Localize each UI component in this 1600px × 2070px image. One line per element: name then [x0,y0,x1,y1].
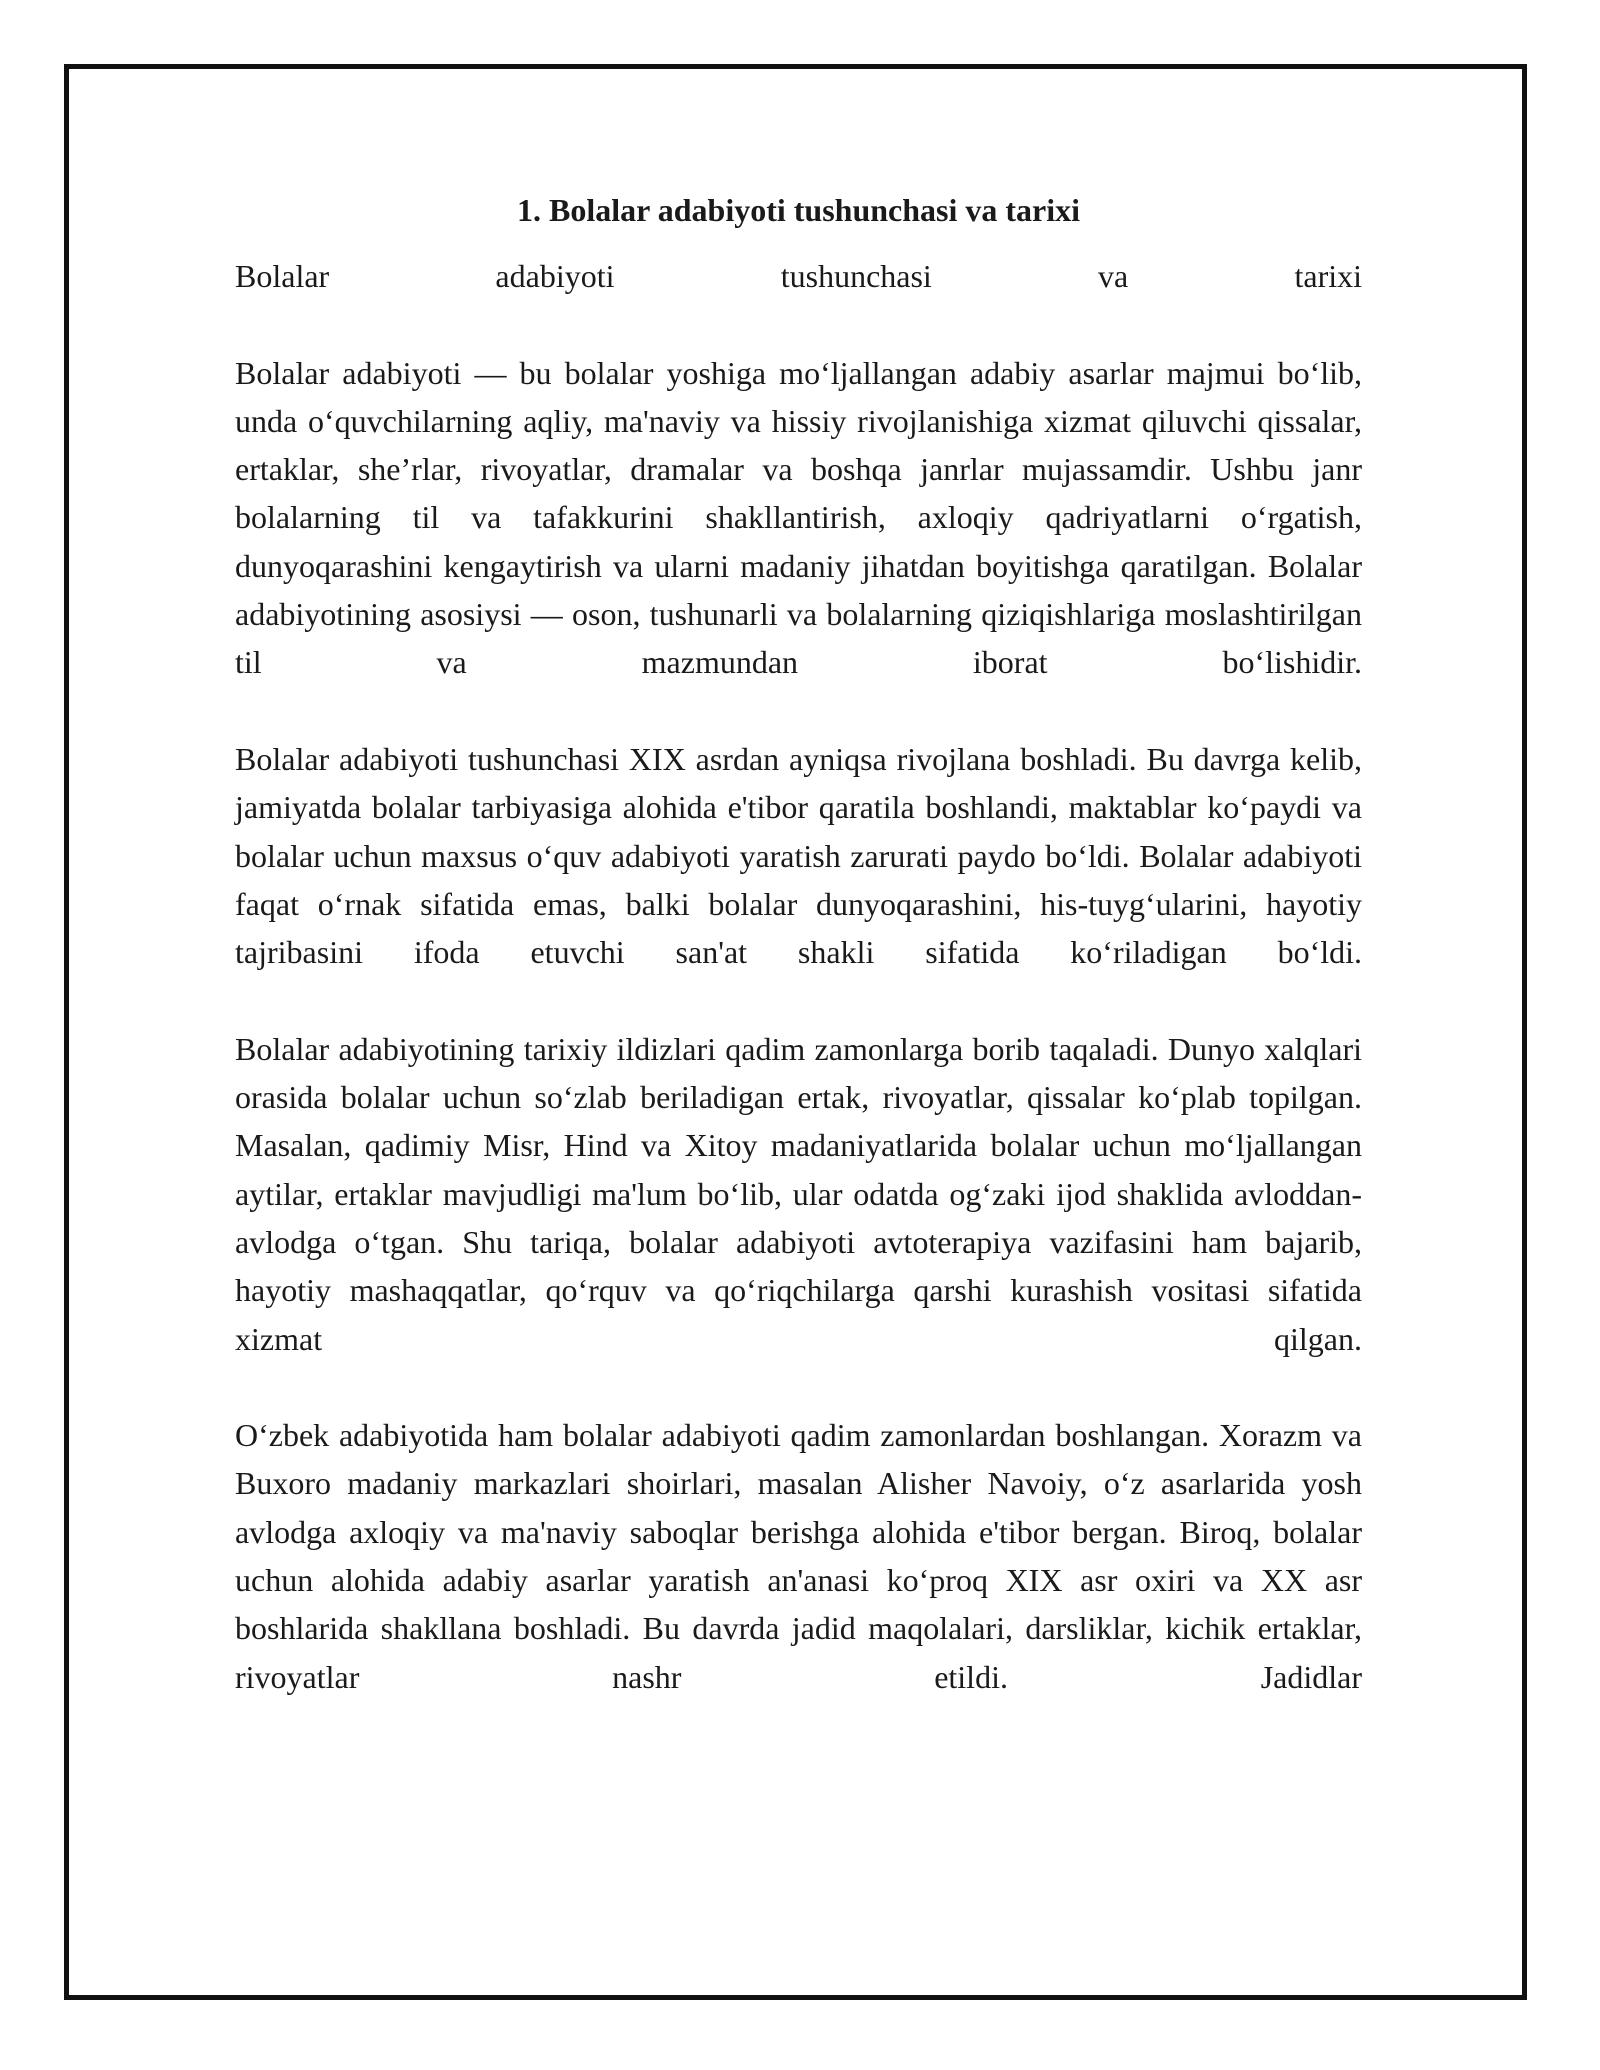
document-title: 1. Bolalar adabiyoti tushunchasi va tarixi [516,192,1081,228]
paragraph-definition: Bolalar adabiyoti — bu bolalar yoshiga mo‘ljallangan adabiy asarlar majmui bo‘lib, unda o‘quvchilarning aqliy, ma'naviy va hissiy rivojlanishiga xizmat qiluvchi qissalar, ertaklar, she’rlar, rivoyatlar, dramalar va boshqa janrlar mujassamdir. Ushbu janr bolalarning til va tafakkurini shakllantirish, axloqiy qadriyatlarni o‘rgatish, dunyoqarashini kengaytirish va ularni madaniy jihatdan boyitishga qaratilgan. Bolalar adabiyotining asosiysi — oson, tushunarli va bolalarning qiziqishlariga moslashtirilgan til va mazmundan iborat bo‘lishidir. [235,354,1362,681]
document-body [235,190,1362,1701]
paragraph-historical-roots: Bolalar adabiyotining tarixiy ildizlari qadim zamonlarga borib taqaladi. Dunyo xalqlari orasida bolalar uchun so‘zlab beriladigan ertak, rivoyatlar, qissalar ko‘plab topilgan. Masalan, qadimiy Misr, Hind va Xitoy madaniyatlarida bolalar uchun mo‘ljallangan aytilar, ertaklar mavjudligi ma'lum bo‘lib, ular odatda og‘zaki ijod shaklida avloddan-avlodga o‘tgan. Shu tariqa, bolalar adabiyoti avtoterapiya vazifasini ham bajarib, hayotiy mashaqqatlar, qo‘rquv va qo‘riqchilarga qarshi kurashish vositasi sifatida xizmat qilgan. [235,1030,1362,1357]
paragraph-nineteenth-century: Bolalar adabiyoti tushunchasi XIX asrdan ayniqsa rivojlana boshladi. Bu davrga kelib, jamiyatda bolalar tarbiyasiga alohida e'tibor qaratila boshlandi, maktablar ko‘paydi va bolalar uchun maxsus o‘quv adabiyoti yaratish zarurati paydo bo‘ldi. Bolalar adabiyoti faqat o‘rnak sifatida emas, balki bolalar dunyoqarashini, his-tuyg‘ularini, hayotiy tajribasini ifoda etuvchi san'at shakli sifatida ko‘riladigan bo‘ldi. [235,740,1362,971]
subtitle-paragraph: Bolalar adabiyoti tushunchasi va tarixi [235,258,1362,294]
paragraph-uzbek-literature: O‘zbek adabiyotida ham bolalar adabiyoti qadim zamonlardan boshlangan. Xorazm va Buxoro madaniy markazlari shoirlari, masalan Alisher Navoiy, o‘z asarlarida yosh avlodga axloqiy va ma'naviy saboqlar berishga alohida e'tibor bergan. Biroq, bolalar uchun alohida adabiy asarlar yaratish an'anasi ko‘proq XIX asr oxiri va XX asr boshlarida shakllana boshladi. Bu davrda jadid maqolalari, darsliklar, kichik ertaklar, rivoyatlar nashr etildi. Jadidlar [235,1417,1362,1695]
